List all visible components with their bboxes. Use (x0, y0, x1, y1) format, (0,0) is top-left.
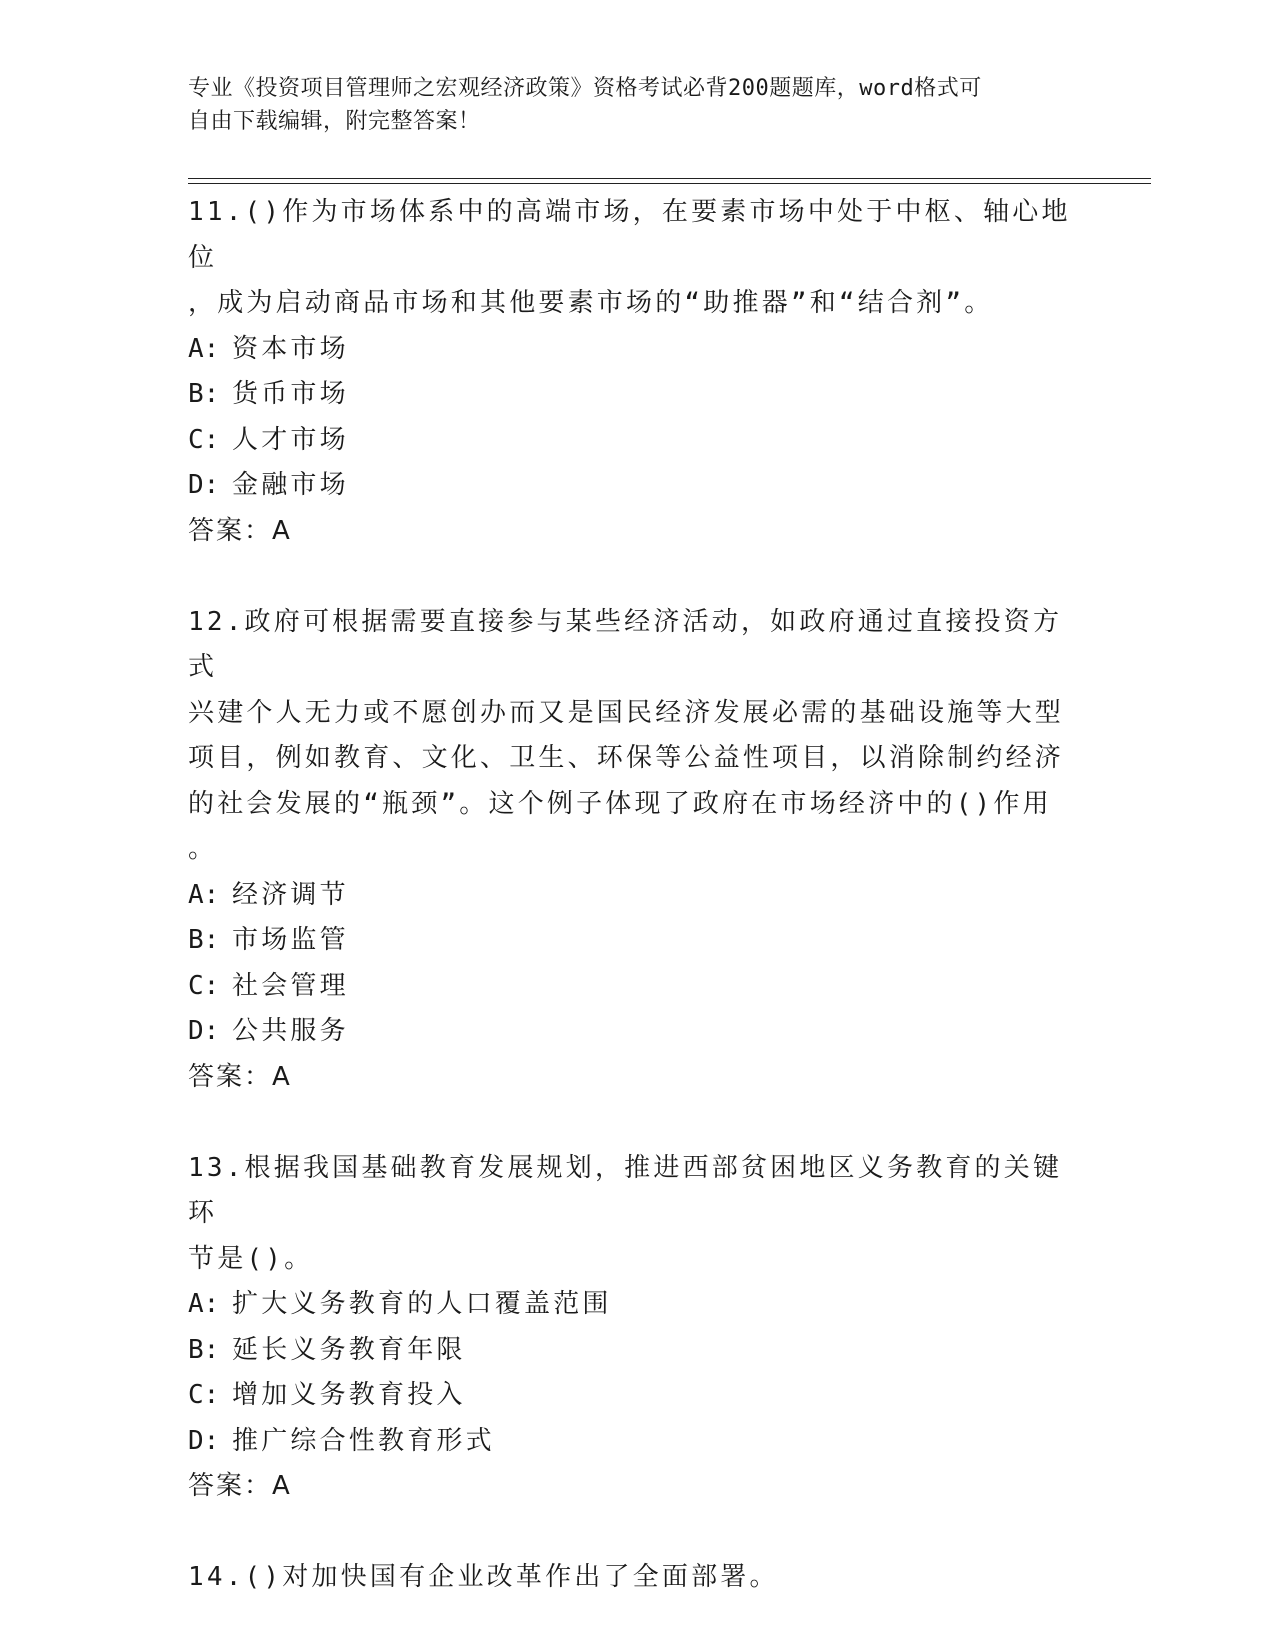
option-text: 社会管理 (232, 970, 349, 1001)
question-12 (188, 600, 1088, 1101)
question-12-answer: 答案：A (188, 1061, 292, 1092)
question-13-line-2: 节是()。 (188, 1243, 314, 1274)
question-12-option-d (188, 1009, 1088, 1055)
question-12-line-1: 12.政府可根据需要直接参与某些经济活动，如政府通过直接投资方式 (188, 606, 1063, 682)
option-text: 人才市场 (232, 424, 349, 455)
question-13 (188, 1146, 1088, 1510)
header-line-1: 专业《投资项目管理师之宏观经济政策》资格考试必背200题题库，word格式可 (188, 76, 982, 101)
option-key: B: (188, 925, 220, 955)
header-divider-top (188, 178, 1151, 179)
spacer (188, 1510, 1088, 1556)
question-12-line-2: 兴建个人无力或不愿创办而又是国民经济发展必需的基础设施等大型 (188, 697, 1065, 728)
option-key: A: (188, 879, 220, 910)
spacer (188, 1100, 1088, 1146)
option-text: 金融市场 (232, 470, 349, 500)
question-14 (188, 1555, 1088, 1601)
option-key: A: (188, 1289, 220, 1319)
option-key: D: (188, 470, 220, 500)
spacer (188, 554, 1088, 600)
option-key: B: (188, 379, 220, 409)
option-text: 推广综合性教育形式 (232, 1425, 495, 1456)
option-text: 货币市场 (232, 379, 349, 409)
question-12-option-b (188, 918, 1088, 964)
question-11 (188, 190, 1088, 554)
header-line-2: 自由下载编辑，附完整答案！ (188, 109, 481, 134)
question-12-option-c (188, 964, 1088, 1010)
question-11-option-b (188, 372, 1088, 418)
option-key: A: (188, 333, 220, 364)
question-13-option-d (188, 1419, 1088, 1465)
question-13-answer: 答案：A (188, 1471, 292, 1501)
option-text: 资本市场 (232, 333, 349, 364)
option-key: B: (188, 1334, 220, 1365)
question-list (188, 190, 1088, 1601)
question-12-option-a (188, 873, 1088, 919)
question-13-line-1: 13.根据我国基础教育发展规划，推进西部贫困地区义务教育的关键环 (188, 1152, 1063, 1228)
option-key: C: (188, 424, 220, 455)
option-key: D: (188, 1425, 220, 1456)
question-11-option-c (188, 418, 1088, 464)
question-11-line-1: 11.()作为市场体系中的高端市场，在要素市场中处于中枢、轴心地位 (188, 197, 1071, 273)
question-13-option-b (188, 1328, 1088, 1374)
question-11-option-d (188, 463, 1088, 509)
option-key: C: (188, 970, 220, 1001)
option-text: 增加义务教育投入 (232, 1380, 466, 1410)
question-11-line-2: ，成为启动商品市场和其他要素市场的“助推器”和“结合剂”。 (188, 288, 994, 318)
header-divider-bottom (188, 183, 1151, 184)
option-key: C: (188, 1380, 220, 1410)
document-header (188, 72, 1068, 138)
option-text: 经济调节 (232, 879, 349, 910)
option-key: D: (188, 1016, 220, 1046)
question-12-line-3: 项目，例如教育、文化、卫生、环保等公益性项目，以消除制约经济 (188, 743, 1065, 773)
question-11-answer: 答案：A (188, 515, 292, 546)
question-11-option-a (188, 327, 1088, 373)
option-text: 公共服务 (232, 1016, 349, 1046)
question-13-option-c (188, 1373, 1088, 1419)
option-text: 市场监管 (232, 925, 349, 955)
option-text: 延长义务教育年限 (232, 1334, 466, 1365)
question-12-line-5: 。 (188, 834, 218, 864)
question-13-option-a (188, 1282, 1088, 1328)
question-12-line-4: 的社会发展的“瓶颈”。这个例子体现了政府在市场经济中的()作用 (188, 788, 1052, 819)
question-14-line-1: 14.()对加快国有企业改革作出了全面部署。 (188, 1562, 779, 1592)
option-text: 扩大义务教育的人口覆盖范围 (232, 1289, 612, 1319)
